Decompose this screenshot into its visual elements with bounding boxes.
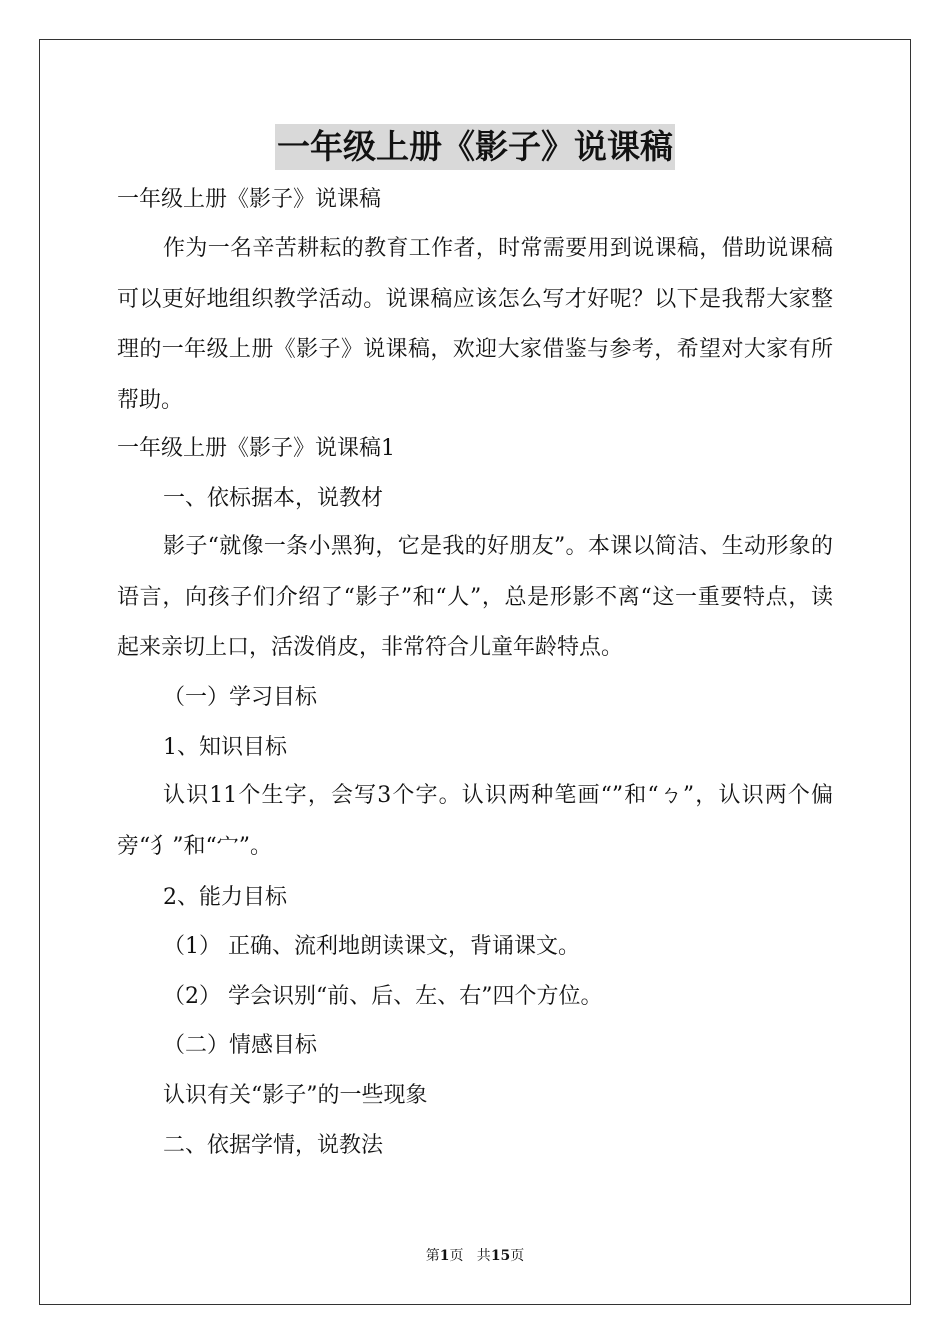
heading-learning-goals: （一）学习目标 <box>163 685 318 710</box>
title-container <box>0 124 950 170</box>
material-paragraph: 影子“就像一条小黑狗，它是我的好朋友”。本课以简洁、生动形象的语言，向孩子们介绍了“影子”和“人”，总是形影不离“这一重要特点，读起来亲切上口，活泼俏皮，非常符合儿童年龄特点。 <box>117 534 833 660</box>
footer-page-total: 15 <box>490 1248 511 1264</box>
subtitle: 一年级上册《影子》说课稿 <box>117 187 382 212</box>
footer-prefix: 第 <box>425 1248 440 1264</box>
heading-teaching-material: 一、依标据本，说教材 <box>163 486 384 511</box>
document-title: 一年级上册《影子》说课稿 <box>275 124 675 170</box>
heading-teaching-method: 二、依据学情，说教法 <box>163 1133 384 1158</box>
heading-ability-goals: 2、能力目标 <box>163 885 287 910</box>
heading-emotion-goals: （二）情感目标 <box>163 1033 318 1058</box>
footer-mid: 页 共 <box>449 1248 491 1264</box>
intro-paragraph: 作为一名辛苦耕耘的教育工作者，时常需要用到说课稿，借助说课稿可以更好地组织教学活动。说课稿应该怎么写才好呢？以下是我帮大家整理的一年级上册《影子》说课稿，欢迎大家借鉴与参考，希望对大家有所帮助。 <box>117 236 833 413</box>
footer-page-number: 1 <box>439 1248 450 1264</box>
section-title: 一年级上册《影子》说课稿1 <box>117 436 395 461</box>
ability-item-2: （2） 学会识别“前、后、左、右”四个方位。 <box>163 984 603 1009</box>
heading-knowledge-goals: 1、知识目标 <box>163 735 287 760</box>
page-footer <box>0 1246 950 1266</box>
knowledge-paragraph: 认识11个生字，会写3个字。认识两种笔画“”和“ㄅ”，认识两个偏旁“犭”和“宀”。 <box>117 783 833 859</box>
ability-item-1: （1） 正确、流利地朗读课文，背诵课文。 <box>163 934 580 959</box>
emotion-text: 认识有关“影子”的一些现象 <box>163 1083 428 1108</box>
footer-suffix: 页 <box>510 1248 525 1264</box>
